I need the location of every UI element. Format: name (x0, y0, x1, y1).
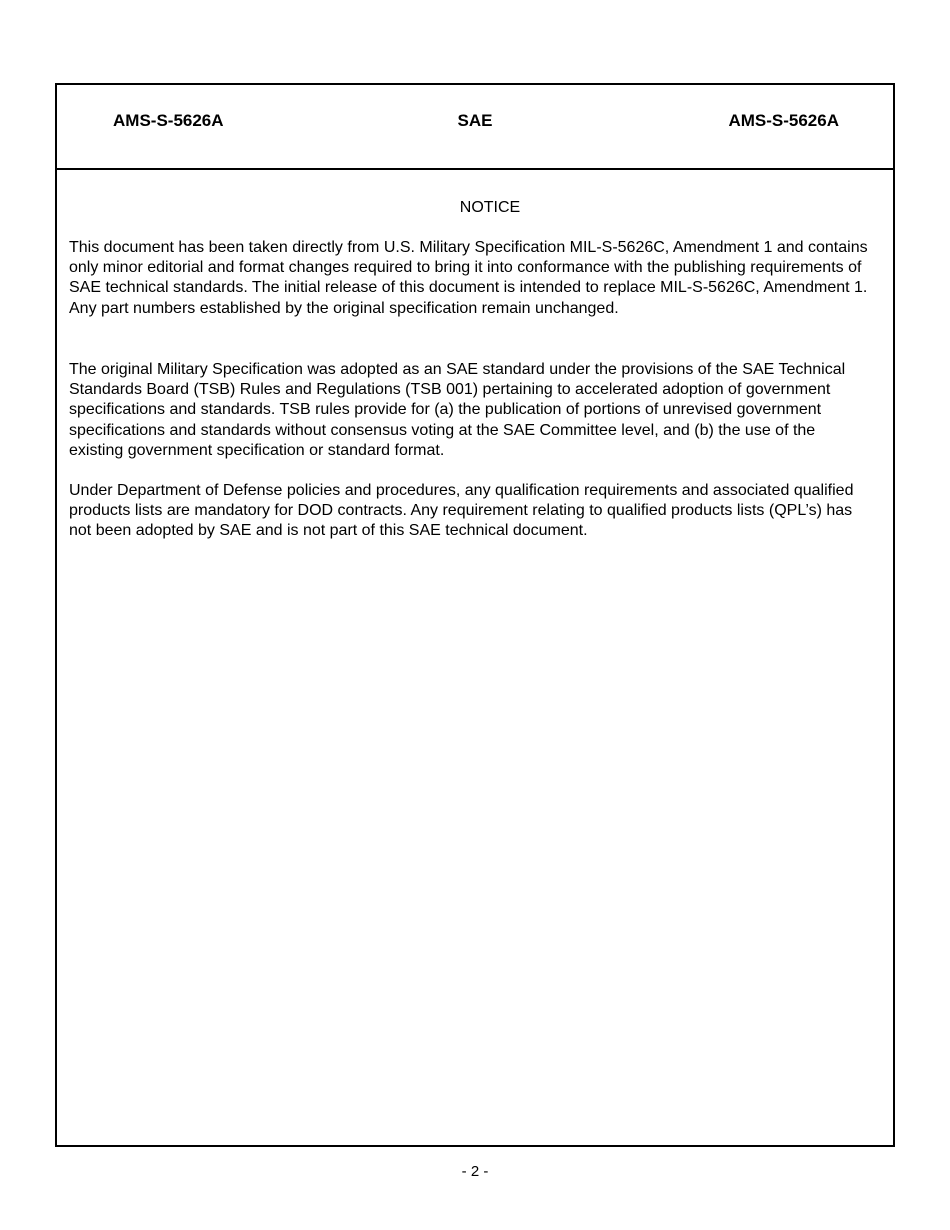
page-frame (55, 83, 895, 1147)
header-organization: SAE (457, 111, 493, 130)
notice-paragraph-1: This document has been taken directly from U.S. Military Specification MIL-S-5626C, Amendment 1 and contains only minor editorial and format changes required to bring it into conformance with the publishing requirements of SAE technical standards. The initial release of this document is intended to replace MIL-S-5626C, Amendment 1. Any part numbers established by the original specification remain unchanged. (69, 239, 868, 317)
document-header (57, 85, 893, 170)
page-number: - 2 - (461, 1163, 489, 1180)
notice-paragraph-2: The original Military Specification was adopted as an SAE standard under the provisions of the SAE Technical Standards Board (TSB) Rules and Regulations (TSB 001) pertaining to accelerated adoption of government specifications and standards. TSB rules provide for (a) the publication of portions of unrevised government specifications and standards without consensus voting at the SAE Committee level, and (b) the use of the existing government specification or standard format. (69, 361, 846, 459)
notice-paragraph-3: Under Department of Defense policies and procedures, any qualification requirements and associated qualified products lists are mandatory for DOD contracts. Any requirement relating to qualified products lists (QPL’s) has not been adopted by SAE and is not part of this SAE technical document. (69, 482, 854, 540)
header-document-id-left: AMS-S-5626A (113, 111, 224, 130)
notice-title: NOTICE (459, 199, 521, 216)
header-document-id-right: AMS-S-5626A (728, 111, 839, 130)
